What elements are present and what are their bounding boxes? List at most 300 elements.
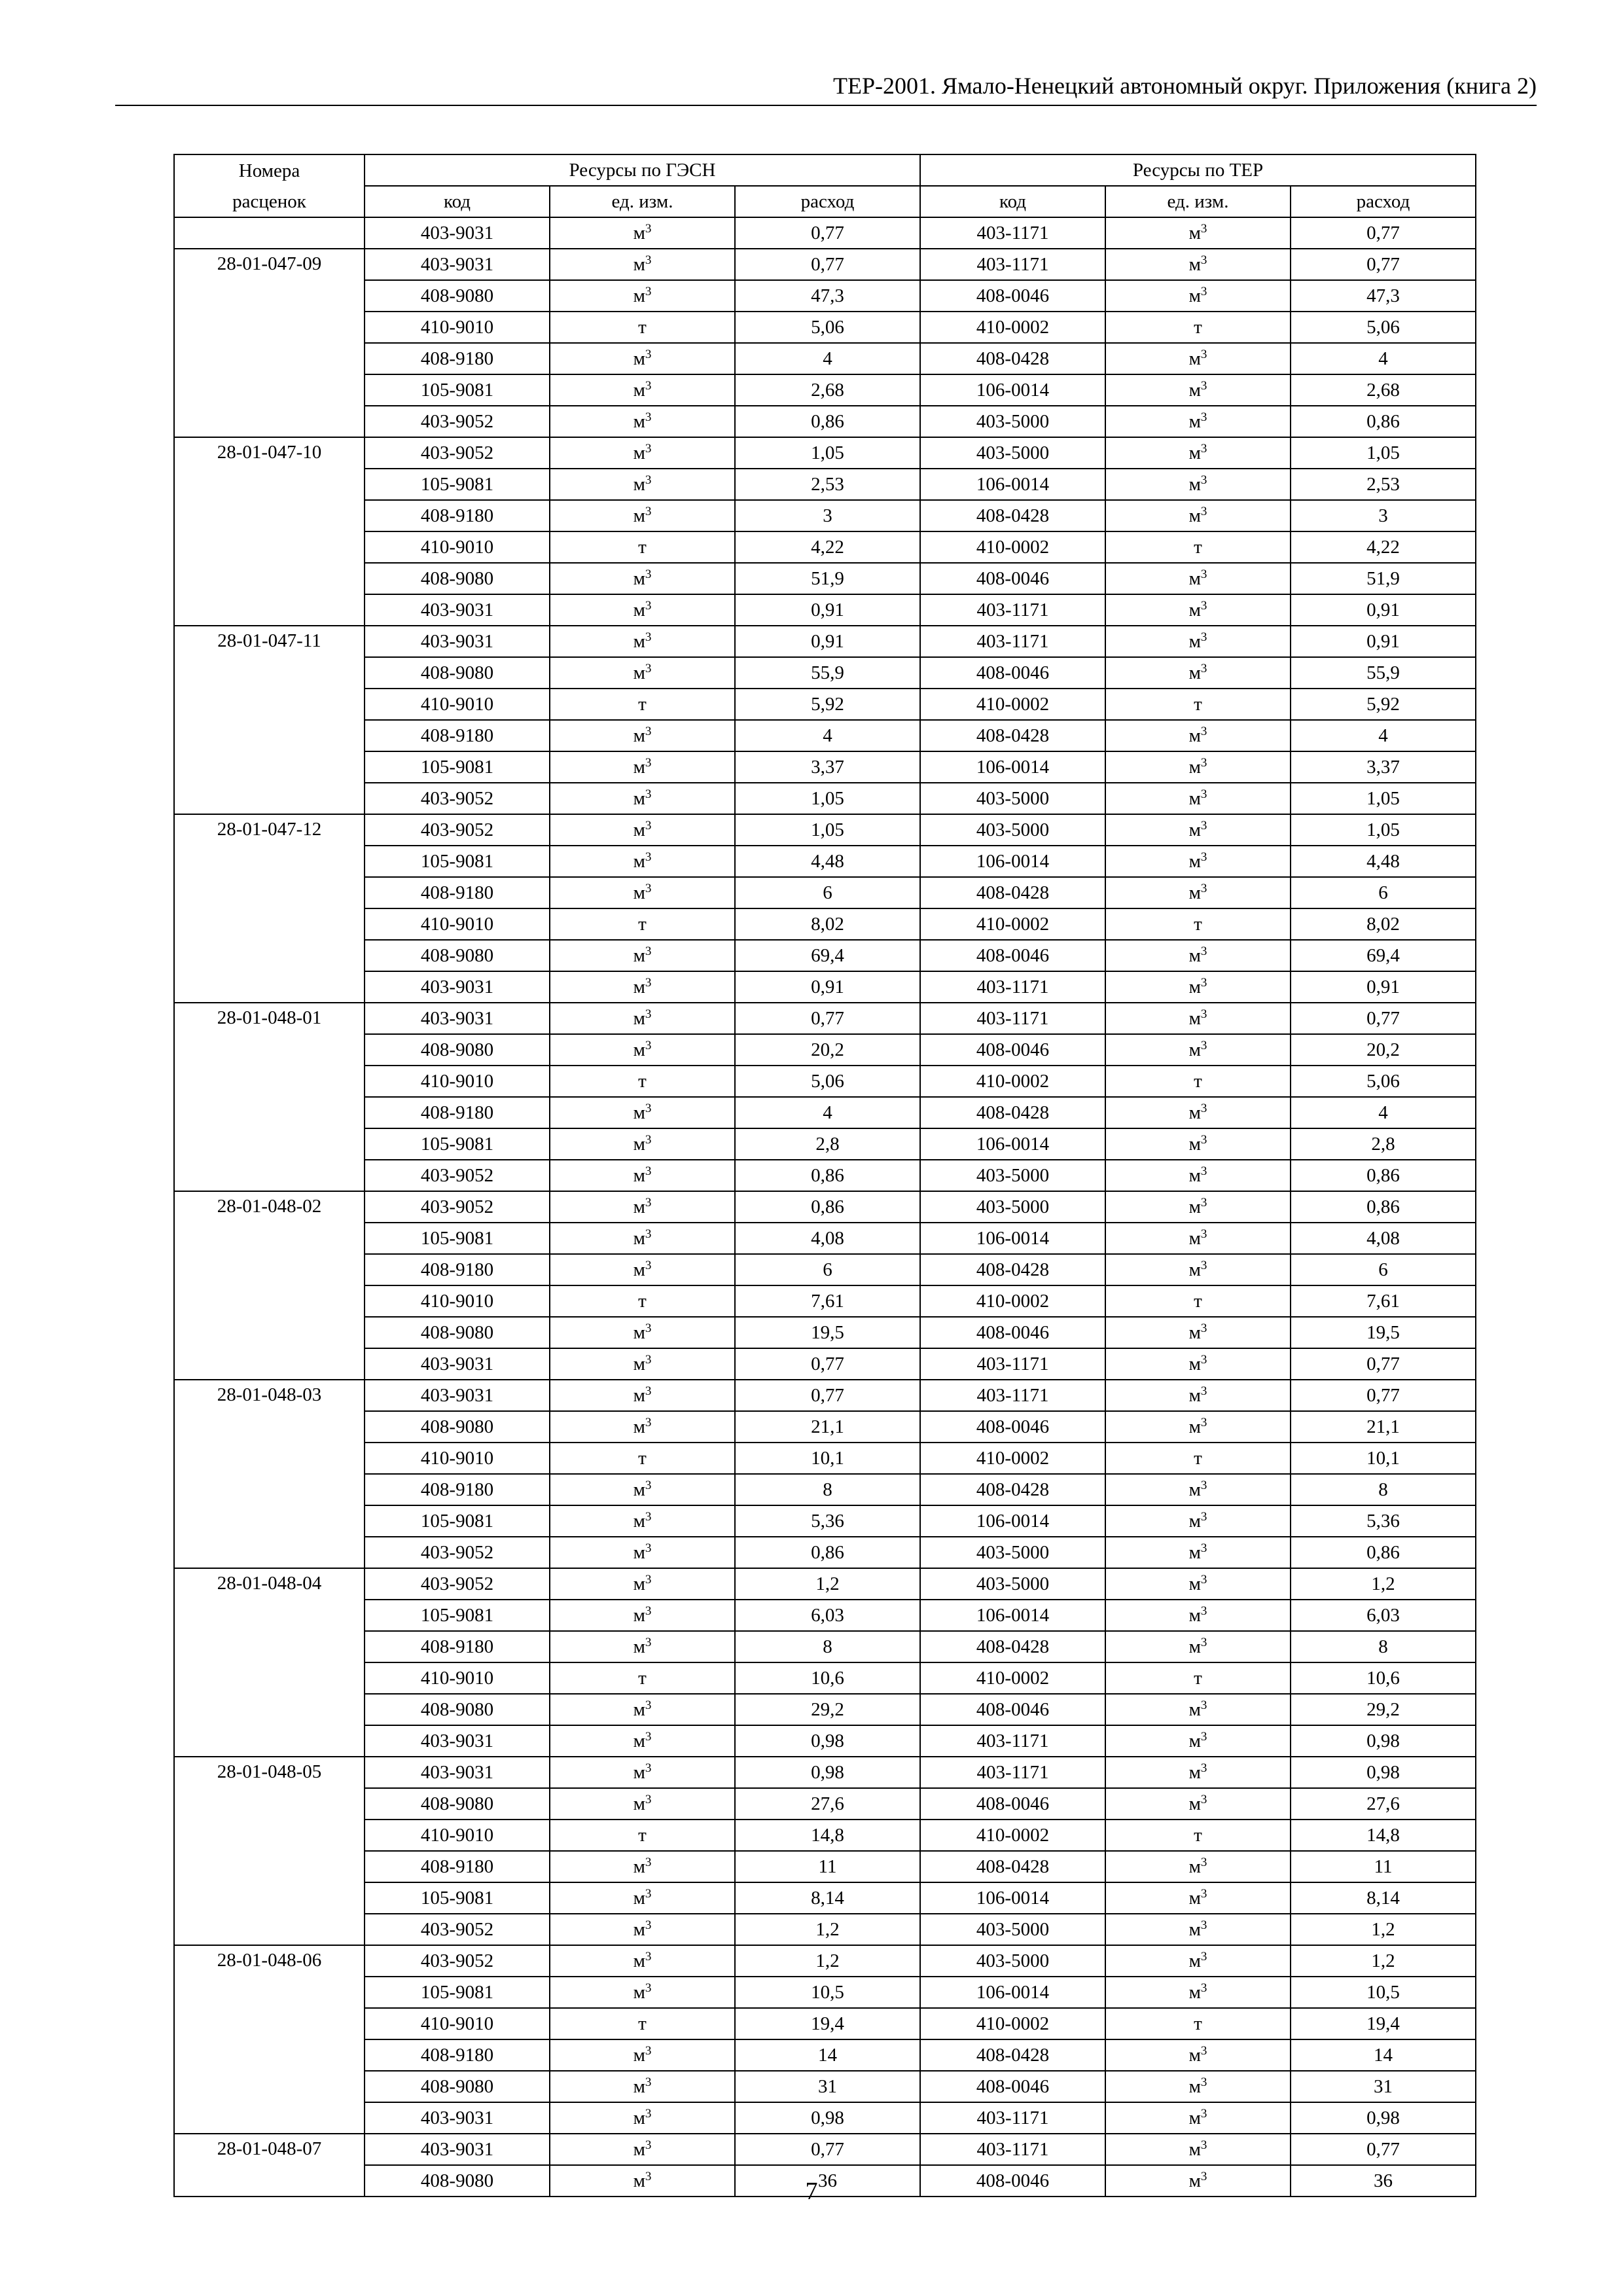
cell-gesn-unit: $м^3$	[550, 1600, 735, 1631]
cell-ter-code: 408-0428	[920, 1851, 1105, 1882]
col-header-ter-code: код	[920, 186, 1105, 217]
cell-gesn-unit: $м^3$	[550, 1128, 735, 1160]
cell-ter-unit: $м^3$	[1105, 437, 1291, 469]
cell-ter-amount: 11	[1291, 1851, 1476, 1882]
table-row	[174, 531, 1476, 563]
rate-number-cell: 28-01-047-12	[174, 814, 365, 1003]
cell-gesn-code: 408-9080	[365, 2071, 550, 2102]
cell-gesn-unit: $м^3$	[550, 877, 735, 908]
cell-gesn-code: 403-9052	[365, 1160, 550, 1191]
rate-number-cell: 28-01-048-03	[174, 1380, 365, 1568]
cell-gesn-code: 410-9010	[365, 1662, 550, 1694]
table-row	[174, 2071, 1476, 2102]
cell-gesn-code: 408-9080	[365, 563, 550, 594]
col-header-rates-2: расценок	[174, 186, 365, 217]
table-row	[174, 908, 1476, 940]
cell-ter-code: 408-0428	[920, 1254, 1105, 1285]
cell-ter-unit: $м^3$	[1105, 1505, 1291, 1537]
cell-gesn-code: 410-9010	[365, 1066, 550, 1097]
table-row	[174, 1034, 1476, 1066]
cell-ter-code: 408-0046	[920, 1788, 1105, 1820]
cell-ter-code: 106-0014	[920, 846, 1105, 877]
cell-ter-unit: $м^3$	[1105, 2039, 1291, 2071]
cell-ter-unit: $м^3$	[1105, 1600, 1291, 1631]
cell-ter-unit: т	[1105, 1285, 1291, 1317]
cell-ter-amount: 3	[1291, 500, 1476, 531]
cell-gesn-amount: 8	[735, 1631, 920, 1662]
cell-ter-code: 403-1171	[920, 626, 1105, 657]
cell-gesn-code: 410-9010	[365, 531, 550, 563]
cell-ter-code: 403-1171	[920, 594, 1105, 626]
rate-number-cell: 28-01-048-06	[174, 1945, 365, 2134]
table-row	[174, 249, 1476, 280]
cell-ter-code: 106-0014	[920, 1128, 1105, 1160]
table-row	[174, 1882, 1476, 1914]
cell-gesn-unit: $м^3$	[550, 1380, 735, 1411]
cell-gesn-code: 410-9010	[365, 1443, 550, 1474]
cell-ter-unit: $м^3$	[1105, 1977, 1291, 2008]
cell-gesn-code: 410-9010	[365, 908, 550, 940]
table-row	[174, 1914, 1476, 1945]
cell-gesn-amount: 0,86	[735, 1160, 920, 1191]
cell-gesn-code: 105-9081	[365, 1977, 550, 2008]
cell-gesn-unit: $м^3$	[550, 280, 735, 312]
cell-gesn-code: 403-9031	[365, 2134, 550, 2165]
cell-ter-unit: $м^3$	[1105, 280, 1291, 312]
cell-gesn-unit: $м^3$	[550, 1631, 735, 1662]
cell-ter-code: 403-1171	[920, 249, 1105, 280]
cell-ter-code: 403-1171	[920, 217, 1105, 249]
cell-gesn-amount: 47,3	[735, 280, 920, 312]
cell-gesn-unit: $м^3$	[550, 1411, 735, 1443]
cell-ter-unit: $м^3$	[1105, 1537, 1291, 1568]
col-header-rates: Номера	[174, 154, 365, 186]
cell-ter-unit: $м^3$	[1105, 971, 1291, 1003]
cell-ter-code: 403-5000	[920, 1537, 1105, 1568]
cell-gesn-unit: т	[550, 1662, 735, 1694]
cell-ter-amount: 0,91	[1291, 594, 1476, 626]
page-header: ТЕР-2001. Ямало-Ненецкий автономный округ. Приложения (книга 2)	[833, 73, 1537, 99]
cell-gesn-unit: $м^3$	[550, 1945, 735, 1977]
table-row	[174, 1788, 1476, 1820]
cell-gesn-amount: 4,48	[735, 846, 920, 877]
cell-ter-unit: $м^3$	[1105, 751, 1291, 783]
cell-ter-code: 106-0014	[920, 1600, 1105, 1631]
cell-ter-code: 106-0014	[920, 1882, 1105, 1914]
cell-gesn-amount: 1,05	[735, 814, 920, 846]
table-row	[174, 1537, 1476, 1568]
cell-ter-unit: $м^3$	[1105, 1788, 1291, 1820]
cell-gesn-code: 403-9031	[365, 1003, 550, 1034]
cell-gesn-amount: 8,02	[735, 908, 920, 940]
table-row	[174, 1820, 1476, 1851]
cell-ter-code: 403-1171	[920, 1380, 1105, 1411]
table-row	[174, 217, 1476, 249]
cell-ter-amount: 21,1	[1291, 1411, 1476, 1443]
cell-gesn-code: 105-9081	[365, 1600, 550, 1631]
cell-ter-code: 408-0428	[920, 1474, 1105, 1505]
cell-ter-amount: 1,2	[1291, 1914, 1476, 1945]
cell-ter-unit: $м^3$	[1105, 1914, 1291, 1945]
cell-gesn-unit: т	[550, 1066, 735, 1097]
cell-ter-code: 408-0428	[920, 877, 1105, 908]
table-row	[174, 657, 1476, 689]
cell-gesn-amount: 0,98	[735, 1725, 920, 1757]
cell-ter-amount: 0,77	[1291, 1348, 1476, 1380]
table-row	[174, 783, 1476, 814]
cell-gesn-code: 403-9052	[365, 783, 550, 814]
cell-gesn-unit: $м^3$	[550, 217, 735, 249]
cell-gesn-code: 403-9031	[365, 1380, 550, 1411]
rate-number-cell: 28-01-048-04	[174, 1568, 365, 1757]
cell-ter-code: 403-5000	[920, 1945, 1105, 1977]
cell-gesn-amount: 14	[735, 2039, 920, 2071]
cell-gesn-unit: $м^3$	[550, 2039, 735, 2071]
cell-gesn-code: 410-9010	[365, 1820, 550, 1851]
cell-gesn-unit: т	[550, 2008, 735, 2039]
cell-gesn-unit: $м^3$	[550, 406, 735, 437]
rate-number-cell: 28-01-048-07	[174, 2134, 365, 2197]
table-row	[174, 406, 1476, 437]
cell-gesn-code: 408-9180	[365, 1254, 550, 1285]
cell-ter-code: 410-0002	[920, 2008, 1105, 2039]
cell-ter-unit: $м^3$	[1105, 1725, 1291, 1757]
cell-gesn-unit: $м^3$	[550, 1725, 735, 1757]
cell-gesn-unit: $м^3$	[550, 249, 735, 280]
table-row	[174, 689, 1476, 720]
cell-gesn-code: 105-9081	[365, 1128, 550, 1160]
resources-table	[173, 154, 1476, 2197]
cell-ter-unit: $м^3$	[1105, 406, 1291, 437]
cell-gesn-unit: $м^3$	[550, 1882, 735, 1914]
cell-ter-unit: $м^3$	[1105, 1945, 1291, 1977]
cell-gesn-amount: 0,98	[735, 1757, 920, 1788]
cell-ter-unit: $м^3$	[1105, 594, 1291, 626]
table-row	[174, 2008, 1476, 2039]
cell-gesn-amount: 19,4	[735, 2008, 920, 2039]
table-row	[174, 814, 1476, 846]
cell-gesn-amount: 3	[735, 500, 920, 531]
cell-ter-amount: 0,86	[1291, 406, 1476, 437]
cell-ter-amount: 1,05	[1291, 814, 1476, 846]
table-row	[174, 2134, 1476, 2165]
cell-ter-amount: 31	[1291, 2071, 1476, 2102]
cell-ter-code: 403-1171	[920, 2102, 1105, 2134]
cell-gesn-amount: 10,6	[735, 1662, 920, 1694]
cell-gesn-unit: т	[550, 312, 735, 343]
cell-ter-unit: $м^3$	[1105, 2102, 1291, 2134]
cell-ter-amount: 0,98	[1291, 1725, 1476, 1757]
header-row-1	[174, 154, 1476, 186]
cell-ter-amount: 19,5	[1291, 1317, 1476, 1348]
cell-ter-amount: 2,68	[1291, 374, 1476, 406]
cell-gesn-unit: $м^3$	[550, 1254, 735, 1285]
cell-ter-code: 408-0428	[920, 720, 1105, 751]
cell-ter-code: 410-0002	[920, 312, 1105, 343]
cell-gesn-unit: $м^3$	[550, 1788, 735, 1820]
col-header-gesn: Ресурсы по ГЭСН	[365, 154, 920, 186]
table-row	[174, 280, 1476, 312]
cell-ter-unit: т	[1105, 531, 1291, 563]
cell-gesn-code: 403-9031	[365, 1757, 550, 1788]
cell-ter-unit: $м^3$	[1105, 1003, 1291, 1034]
table-row	[174, 1851, 1476, 1882]
cell-gesn-unit: т	[550, 689, 735, 720]
table-row	[174, 2102, 1476, 2134]
cell-gesn-code: 403-9052	[365, 406, 550, 437]
cell-ter-code: 408-0046	[920, 940, 1105, 971]
cell-gesn-code: 105-9081	[365, 374, 550, 406]
cell-gesn-amount: 4	[735, 1097, 920, 1128]
cell-ter-amount: 5,06	[1291, 312, 1476, 343]
cell-ter-code: 403-5000	[920, 1568, 1105, 1600]
table-row	[174, 312, 1476, 343]
cell-ter-amount: 8	[1291, 1631, 1476, 1662]
table-row	[174, 1631, 1476, 1662]
cell-gesn-code: 408-9180	[365, 500, 550, 531]
cell-ter-code: 410-0002	[920, 1285, 1105, 1317]
cell-ter-unit: $м^3$	[1105, 1882, 1291, 1914]
cell-gesn-amount: 19,5	[735, 1317, 920, 1348]
cell-ter-code: 403-5000	[920, 783, 1105, 814]
cell-ter-code: 403-1171	[920, 2134, 1105, 2165]
cell-ter-code: 106-0014	[920, 374, 1105, 406]
cell-ter-unit: т	[1105, 908, 1291, 940]
cell-ter-unit: $м^3$	[1105, 1568, 1291, 1600]
cell-gesn-unit: $м^3$	[550, 437, 735, 469]
cell-gesn-amount: 0,77	[735, 1380, 920, 1411]
cell-gesn-amount: 6	[735, 1254, 920, 1285]
cell-ter-unit: т	[1105, 2008, 1291, 2039]
table-row	[174, 626, 1476, 657]
cell-gesn-unit: $м^3$	[550, 1003, 735, 1034]
cell-gesn-unit: $м^3$	[550, 2071, 735, 2102]
table-row	[174, 1285, 1476, 1317]
cell-gesn-amount: 0,86	[735, 1537, 920, 1568]
cell-gesn-code: 403-9031	[365, 1348, 550, 1380]
cell-ter-amount: 47,3	[1291, 280, 1476, 312]
cell-gesn-unit: $м^3$	[550, 1160, 735, 1191]
cell-ter-amount: 1,05	[1291, 783, 1476, 814]
cell-gesn-amount: 4,08	[735, 1223, 920, 1254]
cell-gesn-unit: $м^3$	[550, 1914, 735, 1945]
cell-ter-unit: $м^3$	[1105, 1034, 1291, 1066]
cell-ter-unit: $м^3$	[1105, 626, 1291, 657]
cell-gesn-unit: $м^3$	[550, 657, 735, 689]
table-row	[174, 1128, 1476, 1160]
cell-gesn-unit: $м^3$	[550, 1034, 735, 1066]
cell-ter-unit: $м^3$	[1105, 1757, 1291, 1788]
cell-ter-code: 408-0428	[920, 343, 1105, 374]
cell-gesn-code: 403-9052	[365, 1945, 550, 1977]
rate-number-cell: 28-01-048-02	[174, 1191, 365, 1380]
table-row	[174, 1662, 1476, 1694]
cell-ter-amount: 0,77	[1291, 1380, 1476, 1411]
cell-ter-amount: 5,06	[1291, 1066, 1476, 1097]
cell-ter-amount: 69,4	[1291, 940, 1476, 971]
cell-gesn-amount: 1,2	[735, 1914, 920, 1945]
cell-ter-unit: $м^3$	[1105, 2165, 1291, 2197]
cell-ter-code: 106-0014	[920, 751, 1105, 783]
cell-ter-unit: $м^3$	[1105, 657, 1291, 689]
cell-gesn-code: 408-9080	[365, 1411, 550, 1443]
table-row	[174, 437, 1476, 469]
cell-gesn-unit: $м^3$	[550, 1694, 735, 1725]
cell-gesn-code: 408-9180	[365, 343, 550, 374]
col-header-gesn-code: код	[365, 186, 550, 217]
cell-gesn-unit: т	[550, 1285, 735, 1317]
cell-ter-unit: $м^3$	[1105, 814, 1291, 846]
cell-gesn-amount: 55,9	[735, 657, 920, 689]
cell-ter-code: 410-0002	[920, 1820, 1105, 1851]
cell-gesn-amount: 1,05	[735, 783, 920, 814]
cell-ter-code: 408-0428	[920, 1097, 1105, 1128]
table-row	[174, 1317, 1476, 1348]
cell-gesn-code: 403-9052	[365, 1568, 550, 1600]
cell-ter-code: 408-0046	[920, 1034, 1105, 1066]
cell-ter-code: 410-0002	[920, 1443, 1105, 1474]
table-row	[174, 594, 1476, 626]
cell-ter-code: 410-0002	[920, 531, 1105, 563]
cell-gesn-unit: т	[550, 908, 735, 940]
cell-ter-amount: 0,77	[1291, 249, 1476, 280]
cell-ter-unit: $м^3$	[1105, 343, 1291, 374]
cell-ter-amount: 10,6	[1291, 1662, 1476, 1694]
cell-ter-amount: 0,91	[1291, 626, 1476, 657]
cell-ter-code: 410-0002	[920, 908, 1105, 940]
cell-gesn-unit: $м^3$	[550, 720, 735, 751]
cell-gesn-code: 105-9081	[365, 846, 550, 877]
cell-ter-amount: 2,8	[1291, 1128, 1476, 1160]
cell-ter-unit: т	[1105, 1820, 1291, 1851]
cell-ter-unit: $м^3$	[1105, 877, 1291, 908]
cell-ter-amount: 5,92	[1291, 689, 1476, 720]
cell-ter-unit: т	[1105, 1443, 1291, 1474]
cell-ter-amount: 3,37	[1291, 751, 1476, 783]
cell-gesn-amount: 1,2	[735, 1568, 920, 1600]
cell-ter-amount: 0,98	[1291, 1757, 1476, 1788]
cell-gesn-unit: $м^3$	[550, 1097, 735, 1128]
cell-ter-code: 408-0046	[920, 563, 1105, 594]
cell-gesn-amount: 36	[735, 2165, 920, 2197]
cell-ter-code: 403-5000	[920, 406, 1105, 437]
cell-ter-unit: $м^3$	[1105, 783, 1291, 814]
cell-gesn-code: 408-9080	[365, 1694, 550, 1725]
cell-ter-amount: 0,86	[1291, 1537, 1476, 1568]
cell-gesn-unit: $м^3$	[550, 783, 735, 814]
table-row	[174, 1443, 1476, 1474]
table-row	[174, 1757, 1476, 1788]
cell-gesn-unit: $м^3$	[550, 1223, 735, 1254]
cell-gesn-amount: 2,8	[735, 1128, 920, 1160]
cell-ter-amount: 4	[1291, 343, 1476, 374]
cell-ter-amount: 1,2	[1291, 1568, 1476, 1600]
cell-gesn-unit: $м^3$	[550, 1568, 735, 1600]
cell-ter-amount: 0,98	[1291, 2102, 1476, 2134]
col-header-ter-unit: ед. изм.	[1105, 186, 1291, 217]
table-row	[174, 1348, 1476, 1380]
cell-gesn-amount: 8,14	[735, 1882, 920, 1914]
cell-gesn-code: 403-9031	[365, 249, 550, 280]
cell-gesn-code: 408-9180	[365, 877, 550, 908]
cell-ter-unit: $м^3$	[1105, 1223, 1291, 1254]
cell-ter-amount: 8	[1291, 1474, 1476, 1505]
cell-ter-amount: 1,05	[1291, 437, 1476, 469]
cell-gesn-amount: 1,05	[735, 437, 920, 469]
cell-gesn-amount: 0,86	[735, 1191, 920, 1223]
col-header-ter: Ресурсы по ТЕР	[920, 154, 1476, 186]
table-row	[174, 1411, 1476, 1443]
cell-gesn-unit: $м^3$	[550, 1191, 735, 1223]
table-row	[174, 1568, 1476, 1600]
cell-gesn-unit: $м^3$	[550, 2165, 735, 2197]
cell-gesn-code: 408-9180	[365, 720, 550, 751]
cell-ter-amount: 20,2	[1291, 1034, 1476, 1066]
rate-number-cell: 28-01-047-09	[174, 249, 365, 437]
table-row	[174, 500, 1476, 531]
cell-ter-code: 408-0428	[920, 500, 1105, 531]
table-row	[174, 1474, 1476, 1505]
cell-gesn-amount: 5,36	[735, 1505, 920, 1537]
cell-gesn-code: 410-9010	[365, 2008, 550, 2039]
cell-ter-unit: т	[1105, 1662, 1291, 1694]
cell-ter-code: 403-1171	[920, 1725, 1105, 1757]
cell-gesn-unit: т	[550, 531, 735, 563]
cell-gesn-unit: $м^3$	[550, 751, 735, 783]
cell-ter-amount: 4,22	[1291, 531, 1476, 563]
cell-ter-unit: $м^3$	[1105, 469, 1291, 500]
cell-gesn-unit: $м^3$	[550, 2102, 735, 2134]
cell-ter-amount: 0,77	[1291, 1003, 1476, 1034]
cell-gesn-unit: $м^3$	[550, 940, 735, 971]
cell-ter-amount: 6	[1291, 877, 1476, 908]
cell-gesn-code: 403-9052	[365, 1537, 550, 1568]
cell-gesn-unit: $м^3$	[550, 1537, 735, 1568]
cell-ter-amount: 19,4	[1291, 2008, 1476, 2039]
cell-ter-amount: 5,36	[1291, 1505, 1476, 1537]
table-row	[174, 1600, 1476, 1631]
cell-gesn-unit: $м^3$	[550, 594, 735, 626]
cell-ter-code: 403-1171	[920, 1757, 1105, 1788]
table-body	[174, 217, 1476, 2197]
cell-gesn-unit: $м^3$	[550, 343, 735, 374]
cell-gesn-code: 408-9080	[365, 2165, 550, 2197]
rate-number-cell: 28-01-048-05	[174, 1757, 365, 1945]
cell-gesn-amount: 10,5	[735, 1977, 920, 2008]
cell-ter-amount: 0,77	[1291, 2134, 1476, 2165]
cell-gesn-code: 408-9180	[365, 1851, 550, 1882]
cell-gesn-unit: $м^3$	[550, 814, 735, 846]
cell-gesn-code: 408-9180	[365, 2039, 550, 2071]
cell-ter-unit: $м^3$	[1105, 1128, 1291, 1160]
table-row	[174, 1694, 1476, 1725]
cell-gesn-amount: 6,03	[735, 1600, 920, 1631]
cell-gesn-code: 410-9010	[365, 312, 550, 343]
cell-gesn-amount: 2,68	[735, 374, 920, 406]
cell-gesn-amount: 2,53	[735, 469, 920, 500]
cell-gesn-code: 408-9080	[365, 280, 550, 312]
cell-ter-unit: $м^3$	[1105, 2071, 1291, 2102]
cell-ter-unit: $м^3$	[1105, 1317, 1291, 1348]
table-row	[174, 846, 1476, 877]
cell-ter-code: 410-0002	[920, 1662, 1105, 1694]
cell-ter-code: 410-0002	[920, 1066, 1105, 1097]
cell-ter-amount: 27,6	[1291, 1788, 1476, 1820]
cell-gesn-code: 105-9081	[365, 1882, 550, 1914]
cell-gesn-amount: 0,91	[735, 594, 920, 626]
cell-gesn-amount: 5,06	[735, 1066, 920, 1097]
cell-ter-unit: $м^3$	[1105, 1474, 1291, 1505]
